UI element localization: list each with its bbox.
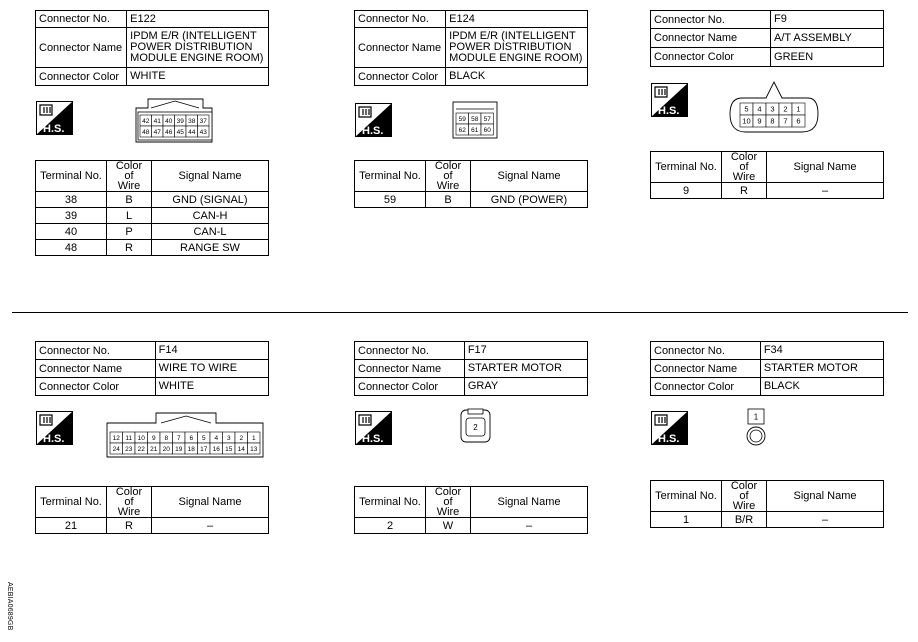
terminal-no-header: Terminal No.: [36, 487, 107, 518]
figure-code: [2, 582, 14, 632]
header-line: Wire: [436, 506, 460, 518]
wire-color-header: [426, 161, 471, 192]
wire-color-header: [107, 161, 152, 192]
pin-number: 5: [744, 104, 749, 114]
pin-number: 24: [112, 445, 120, 453]
connector-name-line: IPDM E/R (INTELLIGENT: [130, 30, 257, 42]
pin-number: 12: [112, 434, 120, 442]
terminal-table-block: [354, 160, 588, 208]
header-line: Color of: [115, 486, 143, 508]
pin-number: 17: [200, 445, 208, 453]
connector-block-f34: [650, 341, 884, 396]
table-row: [36, 208, 269, 224]
connector-no-value: F34: [760, 342, 883, 360]
connector-face-e122: [135, 98, 215, 144]
connector-name-label: Connector Name: [651, 360, 761, 378]
header-line: Wire: [732, 171, 756, 183]
connector-color-value: GREEN: [771, 48, 884, 67]
table-row: [36, 240, 269, 256]
pin-number: 44: [188, 128, 196, 136]
connector-color-value: BLACK: [760, 378, 883, 396]
connector-info-table: [35, 10, 269, 86]
terminal-table-header: [36, 161, 269, 192]
hs-harness-side-icon: [36, 101, 73, 135]
connector-info-table: [650, 341, 884, 396]
connector-name-value: [127, 28, 269, 68]
terminal-table-block: [35, 160, 269, 256]
hs-harness-side-icon: [355, 411, 392, 445]
header-line: Color of: [115, 160, 143, 182]
pin-number: 6: [189, 434, 194, 442]
wire-color-header: [426, 487, 471, 518]
wire-color-cell: B/R: [722, 512, 767, 528]
pin-number: 18: [187, 445, 195, 453]
terminal-table-header: [36, 487, 269, 518]
connector-block-f9: [650, 10, 884, 67]
connector-face-f34: [742, 408, 770, 448]
pin-number: 15: [225, 445, 233, 453]
svg-text:H.S.: H.S.: [43, 123, 65, 135]
connector-name-label: Connector Name: [36, 360, 156, 378]
pin-number: 47: [153, 128, 161, 136]
connector-face-f9: [728, 80, 820, 136]
hs-harness-side-icon: [36, 411, 73, 445]
pin-number: 2: [783, 104, 788, 114]
pin-number: 42: [142, 117, 150, 125]
header-line: Color of: [730, 151, 758, 173]
pin-number: 3: [770, 104, 775, 114]
pin-number: 58: [471, 115, 479, 123]
pin-number: 1: [753, 412, 759, 422]
svg-text:H.S.: H.S.: [362, 125, 384, 137]
signal-name-cell: CAN-H: [152, 208, 269, 224]
pin-number: 39: [176, 117, 184, 125]
connector-info-table: [650, 10, 884, 67]
header-line: Color of: [434, 160, 462, 182]
connector-info-table: [35, 341, 269, 396]
pin-number: 62: [458, 126, 466, 134]
pin-number: 59: [458, 115, 466, 123]
connector-color-label: Connector Color: [651, 48, 771, 67]
pin-number: 61: [471, 126, 479, 134]
connector-no-label: Connector No.: [36, 342, 156, 360]
signal-name-header: Signal Name: [471, 487, 588, 518]
signal-name-cell: RANGE SW: [152, 240, 269, 256]
terminal-table-header: [651, 481, 884, 512]
pin-number: 37: [199, 117, 207, 125]
svg-text:H.S.: H.S.: [658, 105, 680, 117]
pin-number: 38: [188, 117, 196, 125]
terminal-table-block: [650, 151, 884, 199]
hs-harness-side-icon: [355, 103, 392, 137]
wire-color-header: [722, 152, 767, 183]
wire-color-cell: L: [107, 208, 152, 224]
signal-name-cell: –: [767, 183, 884, 199]
terminal-no-header: Terminal No.: [651, 152, 722, 183]
hs-harness-side-icon: [651, 83, 688, 117]
wire-color-cell: P: [107, 224, 152, 240]
terminal-no-header: Terminal No.: [36, 161, 107, 192]
connector-color-value: BLACK: [446, 68, 588, 86]
pin-number: 43: [199, 128, 207, 136]
signal-name-cell: –: [767, 512, 884, 528]
terminal-table-header: [651, 152, 884, 183]
terminal-table: [35, 486, 269, 534]
connector-no-label: Connector No.: [355, 11, 446, 28]
signal-name-cell: –: [471, 518, 588, 534]
wire-color-header: [722, 481, 767, 512]
connector-name-value: STARTER MOTOR: [464, 360, 587, 378]
pin-number: 11: [125, 434, 133, 442]
connector-block-f17: [354, 341, 588, 396]
connector-color-label: Connector Color: [36, 68, 127, 86]
pin-number: 7: [176, 434, 181, 442]
terminal-no-cell: 1: [651, 512, 722, 528]
terminal-no-header: Terminal No.: [355, 487, 426, 518]
pin-number: 13: [250, 445, 258, 453]
wire-color-cell: B: [426, 192, 471, 208]
terminal-no-cell: 2: [355, 518, 426, 534]
terminal-table-block: [650, 480, 884, 528]
connector-no-value: E122: [127, 11, 269, 28]
connector-color-value: WHITE: [127, 68, 269, 86]
connector-block-f14: [35, 341, 269, 396]
pin-number: 40: [165, 117, 173, 125]
connector-name-line: MODULE ENGINE ROOM): [130, 52, 264, 64]
connector-block-e122: [35, 10, 269, 86]
connector-name-line: POWER DISTRIBUTION: [130, 41, 253, 53]
connector-color-label: Connector Color: [355, 68, 446, 86]
connector-face-e124: [452, 101, 500, 141]
connector-color-label: Connector Color: [355, 378, 465, 396]
terminal-no-cell: 40: [36, 224, 107, 240]
pin-number: 9: [151, 434, 156, 442]
figure-code-text: AEBIA0689GB: [6, 582, 13, 631]
wire-color-cell: R: [722, 183, 767, 199]
terminal-no-cell: 21: [36, 518, 107, 534]
connector-color-value: WHITE: [155, 378, 268, 396]
signal-name-header: Signal Name: [767, 481, 884, 512]
wire-color-cell: R: [107, 518, 152, 534]
pin-number: 45: [176, 128, 184, 136]
pin-number: 6: [796, 116, 801, 126]
terminal-table-block: [354, 486, 588, 534]
connector-face-f14: [106, 412, 264, 458]
connector-color-value: GRAY: [464, 378, 587, 396]
terminal-no-cell: 38: [36, 192, 107, 208]
connector-no-label: Connector No.: [36, 11, 127, 28]
table-row: [355, 518, 588, 534]
pin-number: 4: [757, 104, 762, 114]
pin-number: 7: [783, 116, 788, 126]
connector-info-table: [354, 341, 588, 396]
pin-number: 10: [742, 116, 751, 126]
signal-name-cell: GND (SIGNAL): [152, 192, 269, 208]
terminal-no-cell: 9: [651, 183, 722, 199]
pin-number: 8: [164, 434, 169, 442]
pin-number: 8: [770, 116, 775, 126]
table-row: [36, 192, 269, 208]
connector-no-label: Connector No.: [355, 342, 465, 360]
connector-name-line: MODULE ENGINE ROOM): [449, 52, 583, 64]
connector-name-label: Connector Name: [651, 29, 771, 48]
connector-color-label: Connector Color: [651, 378, 761, 396]
pin-number: 19: [175, 445, 183, 453]
terminal-table: [354, 486, 588, 534]
connector-color-label: Connector Color: [36, 378, 156, 396]
signal-name-header: Signal Name: [767, 152, 884, 183]
pin-number: 41: [153, 117, 161, 125]
connector-info-table: [354, 10, 588, 86]
table-row: [651, 183, 884, 199]
signal-name-cell: –: [152, 518, 269, 534]
signal-name-cell: CAN-L: [152, 224, 269, 240]
header-line: Wire: [436, 180, 460, 192]
terminal-no-header: Terminal No.: [651, 481, 722, 512]
connector-no-label: Connector No.: [651, 342, 761, 360]
connector-name-label: Connector Name: [355, 28, 446, 68]
connector-name-label: Connector Name: [36, 28, 127, 68]
signal-name-cell: GND (POWER): [471, 192, 588, 208]
connector-name-value: STARTER MOTOR: [760, 360, 883, 378]
pin-number: 2: [239, 434, 244, 442]
signal-name-header: Signal Name: [152, 487, 269, 518]
pin-number: 16: [212, 445, 220, 453]
pin-number: 1: [251, 434, 256, 442]
pin-number: 1: [796, 104, 801, 114]
connector-name-value: A/T ASSEMBLY: [771, 29, 884, 48]
header-line: Wire: [732, 500, 756, 512]
pin-number: 3: [226, 434, 231, 442]
wire-color-cell: W: [426, 518, 471, 534]
pin-number: 2: [473, 423, 478, 432]
table-row: [36, 518, 269, 534]
pin-number: 57: [483, 115, 491, 123]
svg-text:H.S.: H.S.: [658, 433, 680, 445]
connector-block-e124: [354, 10, 588, 86]
wire-color-cell: R: [107, 240, 152, 256]
terminal-table-block: [35, 486, 269, 534]
pin-number: 46: [165, 128, 173, 136]
connector-no-value: F17: [464, 342, 587, 360]
connector-name-value: [446, 28, 588, 68]
terminal-no-cell: 39: [36, 208, 107, 224]
header-line: Color of: [434, 486, 462, 508]
header-line: Wire: [117, 180, 141, 192]
connector-name-line: POWER DISTRIBUTION: [449, 41, 572, 53]
table-row: [355, 192, 588, 208]
wire-color-header: [107, 487, 152, 518]
terminal-table-header: [355, 161, 588, 192]
header-line: Wire: [117, 506, 141, 518]
terminal-table: [35, 160, 269, 256]
terminal-no-cell: 48: [36, 240, 107, 256]
terminal-table-header: [355, 487, 588, 518]
pin-number: 10: [137, 434, 145, 442]
connector-name-value: WIRE TO WIRE: [155, 360, 268, 378]
section-divider: [12, 312, 908, 313]
pin-number: 48: [142, 128, 150, 136]
terminal-table: [650, 151, 884, 199]
svg-text:H.S.: H.S.: [362, 433, 384, 445]
signal-name-header: Signal Name: [152, 161, 269, 192]
pin-number: 20: [162, 445, 170, 453]
terminal-no-cell: 59: [355, 192, 426, 208]
pin-number: 9: [757, 116, 762, 126]
connector-name-line: IPDM E/R (INTELLIGENT: [449, 30, 576, 42]
table-row: [36, 224, 269, 240]
pin-number: 5: [201, 434, 206, 442]
hs-harness-side-icon: [651, 411, 688, 445]
pin-number: 60: [483, 126, 491, 134]
pin-number: 23: [125, 445, 133, 453]
connector-no-value: F9: [771, 11, 884, 29]
connector-no-label: Connector No.: [651, 11, 771, 29]
pin-number: 21: [150, 445, 158, 453]
wire-color-cell: B: [107, 192, 152, 208]
table-row: [651, 512, 884, 528]
terminal-no-header: Terminal No.: [355, 161, 426, 192]
connector-name-label: Connector Name: [355, 360, 465, 378]
connector-face-f17: [460, 408, 492, 444]
signal-name-header: Signal Name: [471, 161, 588, 192]
header-line: Color of: [730, 480, 758, 502]
svg-text:H.S.: H.S.: [43, 433, 65, 445]
pin-number: 4: [214, 434, 219, 442]
connector-no-value: E124: [446, 11, 588, 28]
terminal-table: [650, 480, 884, 528]
pin-number: 22: [137, 445, 145, 453]
terminal-table: [354, 160, 588, 208]
pin-number: 14: [237, 445, 245, 453]
connector-no-value: F14: [155, 342, 268, 360]
